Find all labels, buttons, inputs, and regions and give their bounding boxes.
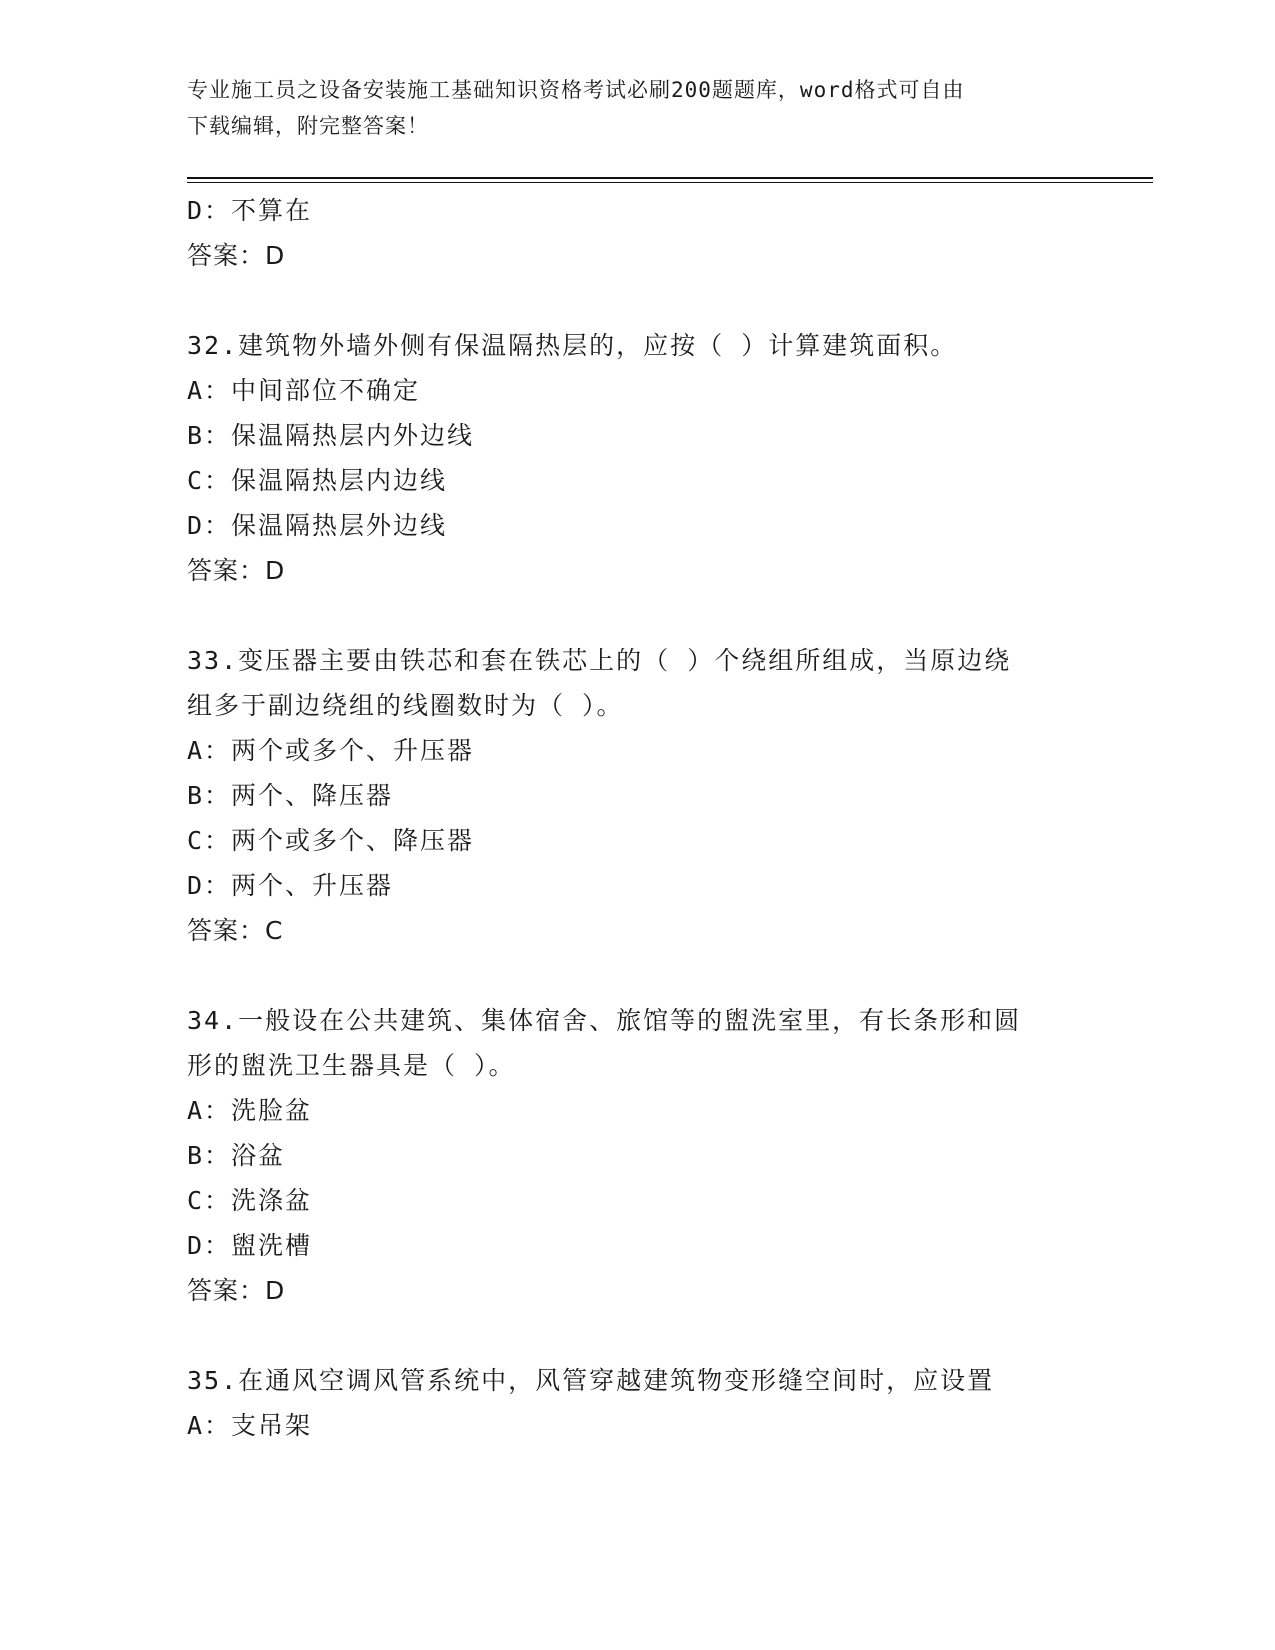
option-b: B：浴盆 xyxy=(187,1141,286,1170)
option-a: A：中间部位不确定 xyxy=(187,376,421,405)
option-d: D：不算在 xyxy=(187,196,313,225)
option-d: D：两个、升压器 xyxy=(187,871,394,900)
option-d: D：保温隔热层外边线 xyxy=(187,511,448,540)
page-header xyxy=(187,72,1087,144)
header-title-line-2: 下载编辑，附完整答案！ xyxy=(187,114,429,138)
spacer xyxy=(187,278,1087,323)
question-stem: 35.在通风空调风管系统中，风管穿越建筑物变形缝空间时，应设置 xyxy=(187,1366,995,1395)
previous-question-tail xyxy=(187,188,1087,278)
option-c: C：保温隔热层内边线 xyxy=(187,466,448,495)
question-34 xyxy=(187,998,1087,1313)
spacer xyxy=(187,593,1087,638)
question-33 xyxy=(187,638,1087,953)
spacer xyxy=(187,1313,1087,1358)
answer-line: 答案：D xyxy=(187,241,286,270)
question-stem: 32.建筑物外墙外侧有保温隔热层的，应按（ ）计算建筑面积。 xyxy=(187,331,958,360)
header-title-line-1: 专业施工员之设备安装施工基础知识资格考试必刷200题题库，word格式可自由 xyxy=(187,78,965,102)
option-c: C：两个或多个、降压器 xyxy=(187,826,475,855)
option-c: C：洗涤盆 xyxy=(187,1186,313,1215)
question-stem-continued: 形的盥洗卫生器具是（ ）。 xyxy=(187,1051,516,1080)
option-a: A：支吊架 xyxy=(187,1411,313,1440)
option-a: A：洗脸盆 xyxy=(187,1096,313,1125)
question-stem-continued: 组多于副边绕组的线圈数时为（ ）。 xyxy=(187,691,624,720)
question-stem: 33.变压器主要由铁芯和套在铁芯上的（ ）个绕组所组成，当原边绕 xyxy=(187,646,1012,675)
question-list xyxy=(187,188,1087,1448)
answer-line: 答案：D xyxy=(187,1276,286,1305)
answer-line: 答案：C xyxy=(187,916,284,945)
question-35 xyxy=(187,1358,1087,1448)
header-divider-thick xyxy=(187,177,1153,179)
spacer xyxy=(187,953,1087,998)
option-a: A：两个或多个、升压器 xyxy=(187,736,475,765)
answer-line: 答案：D xyxy=(187,556,286,585)
header-divider-thin xyxy=(187,182,1153,183)
question-stem: 34.一般设在公共建筑、集体宿舍、旅馆等的盥洗室里，有长条形和圆 xyxy=(187,1006,1022,1035)
option-b: B：保温隔热层内外边线 xyxy=(187,421,475,450)
question-32 xyxy=(187,323,1087,593)
option-b: B：两个、降压器 xyxy=(187,781,394,810)
option-d: D：盥洗槽 xyxy=(187,1231,313,1260)
